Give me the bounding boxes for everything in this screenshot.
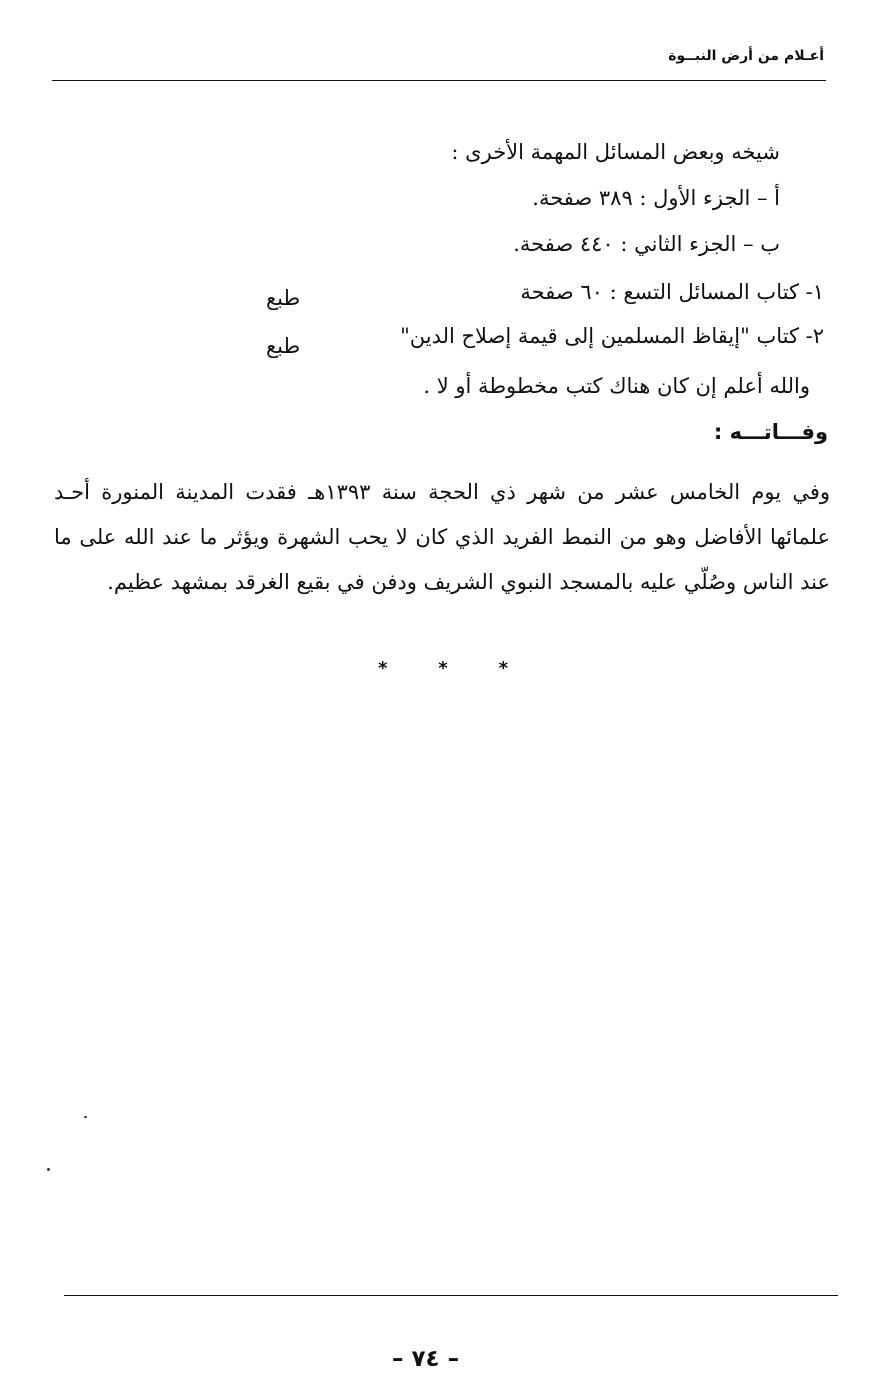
divider-star: *: [378, 658, 388, 679]
works-item-1-status: طبع: [266, 286, 301, 310]
scan-speck: [84, 1116, 87, 1118]
running-header-title: أعـلام من أرض النبــوة: [668, 48, 824, 64]
page-number: – ٧٤ –: [392, 1346, 460, 1372]
works-sub-item-a: أ – الجزء الأول : ٣٨٩ صفحة.: [532, 186, 780, 210]
divider-star: *: [498, 658, 508, 679]
section-divider: [378, 658, 508, 679]
works-note: والله أعلم إن كان هناك كتب مخطوطة أو لا .: [423, 374, 810, 398]
works-sub-item-b: ب – الجزء الثاني : ٤٤٠ صفحة.: [513, 232, 780, 256]
works-intro-line: شيخه وبعض المسائل المهمة الأخرى :: [451, 140, 780, 164]
header-rule: [52, 80, 826, 81]
death-section-paragraph: وفي يوم الخامس عشر من شهر ذي الحجة سنة ١٣٩٣هـ فقدت المدينة المنورة أحـد علمائها الأفاضل وهو من النمط الفريد الذي كان لا يحب الشهرة ويؤثر ما عند الله على ما عند الناس وصُلّي عليه بالمسجد النبوي الشريف ودفن في بقيع الغرقد بمشهد عظيم.: [54, 480, 830, 594]
works-item-1: ١- كتاب المسائل التسع : ٦٠ صفحة: [520, 280, 824, 304]
works-item-2-status: طبع: [266, 334, 301, 358]
works-item-2: ٢- كتاب "إيقاظ المسلمين إلى قيمة إصلاح الدين": [400, 324, 824, 348]
scan-speck: [47, 1168, 50, 1171]
footer-rule: [64, 1295, 838, 1296]
divider-star: *: [438, 658, 448, 679]
death-section-heading: وفـــاتـــه :: [713, 420, 828, 444]
